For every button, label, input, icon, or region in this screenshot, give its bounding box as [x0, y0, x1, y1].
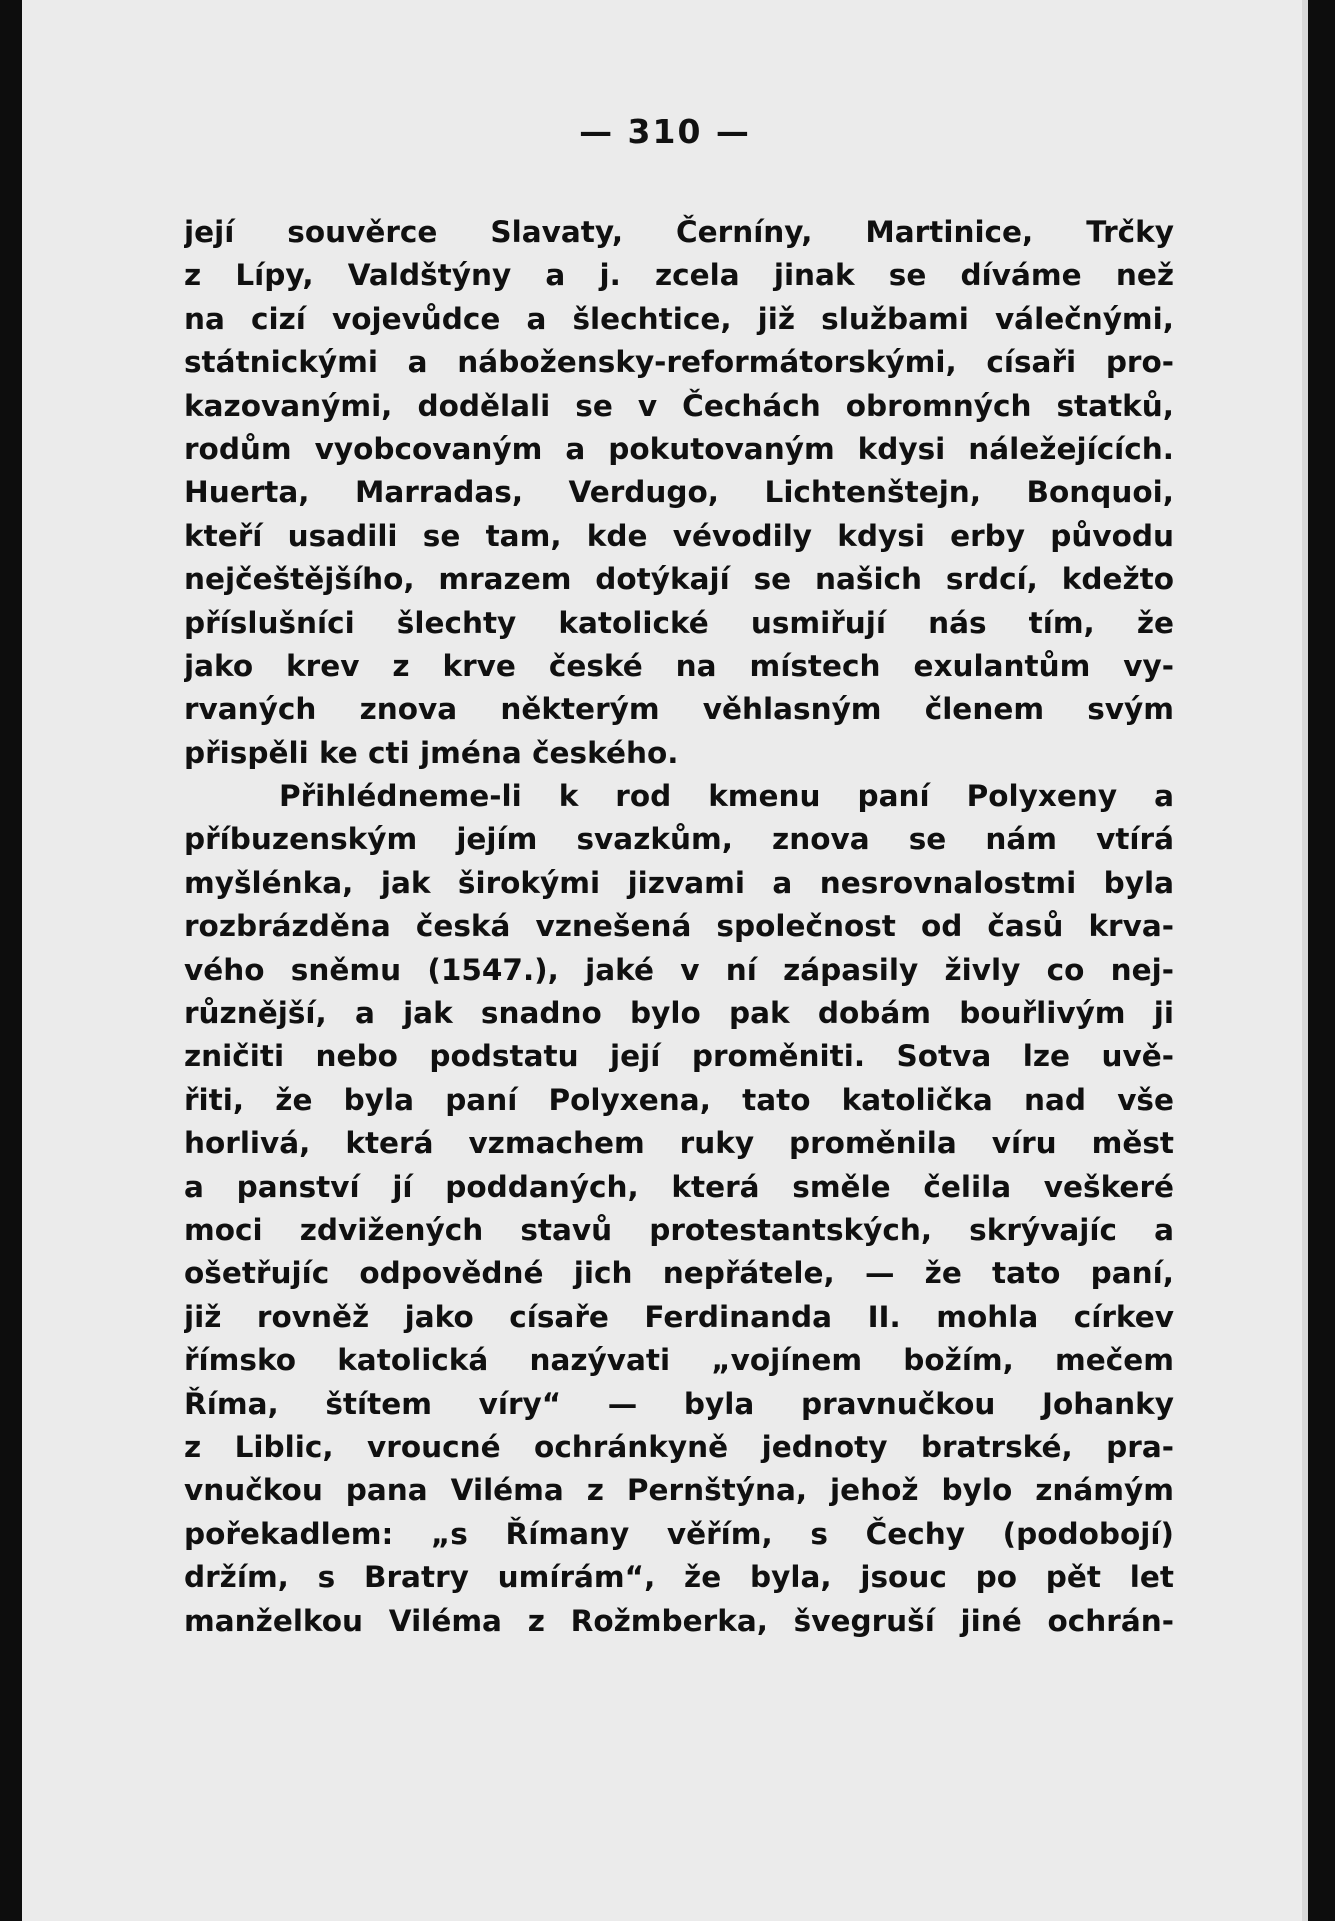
text-line: různější, a jak snadno bylo pak dobám bouřlivým ji [184, 996, 1174, 1031]
text-line: a panství jí poddaných, která směle čelila veškeré [184, 1169, 1174, 1204]
text-line: příslušníci šlechty katolické usmiřují nás tím, že [184, 605, 1174, 640]
text-line: římsko katolická nazývati „vojínem božím, mečem [184, 1343, 1174, 1378]
text-line: myšlénka, jak širokými jizvami a nesrovnalostmi byla [184, 865, 1174, 900]
text-line: držím, s Bratry umírám“, že byla, jsouc po pět let [184, 1560, 1174, 1595]
text-line: rozbrázděna česká vznešená společnost od časů krva- [184, 909, 1174, 944]
body-text [184, 211, 1174, 1643]
text-line: z Liblic, vroucné ochránkyně jednoty bratrské, pra- [184, 1429, 1174, 1464]
text-line: ošetřujíc odpovědné jich nepřátele, — že tato paní, [184, 1256, 1174, 1291]
text-line: horlivá, která vzmachem ruky proměnila víru měst [184, 1126, 1174, 1161]
text-line: řiti, že byla paní Polyxena, tato katolička nad vše [184, 1082, 1174, 1117]
text-line: moci zdvižených stavů protestantských, skrývajíc a [184, 1212, 1174, 1247]
text-line: zničiti nebo podstatu její proměniti. Sotva lze uvě- [184, 1039, 1174, 1074]
text-line: přispěli ke cti jména českého. [184, 735, 679, 770]
text-line: vnučkou pana Viléma z Pernštýna, jehož bylo známým [184, 1473, 1174, 1508]
text-line: Přihlédneme-li k rod kmenu paní Polyxeny a [279, 779, 1174, 814]
text-line: z Lípy, Valdštýny a j. zcela jinak se díváme než [184, 258, 1174, 293]
text-line: vého sněmu (1547.), jaké v ní zápasily živly co nej- [184, 952, 1174, 987]
text-line: kteří usadili se tam, kde vévodily kdysi erby původu [184, 518, 1174, 553]
paragraph [184, 775, 1174, 1643]
page-edge [1302, 0, 1308, 1921]
text-line: její souvěrce Slavaty, Černíny, Martinice, Trčky [184, 215, 1174, 249]
text-line: jako krev z krve české na místech exulantům vy- [184, 648, 1174, 683]
paragraph [184, 211, 1174, 775]
text-line: nejčeštějšího, mrazem dotýkají se našich srdcí, kdežto [184, 562, 1174, 597]
text-line: rvaných znova některým věhlasným členem svým [184, 692, 1174, 727]
text-line: příbuzenským jejím svazkům, znova se nám vtírá [184, 822, 1174, 857]
text-line: manželkou Viléma z Rožmberka, švegruší jiné ochrán- [184, 1603, 1174, 1638]
text-line: kazovanými, dodělali se v Čechách obromných statků, [184, 388, 1174, 423]
text-line: Říma, štítem víry“ — byla pravnučkou Johanky [184, 1386, 1174, 1421]
text-line: již rovněž jako císaře Ferdinanda II. mohla církev [184, 1299, 1174, 1334]
text-line: na cizí vojevůdce a šlechtice, již službami válečnými, [184, 301, 1174, 336]
text-line: státnickými a nábožensky-reformátorskými, císaři pro- [184, 345, 1174, 380]
book-page [22, 0, 1308, 1921]
text-line: Huerta, Marradas, Verdugo, Lichtenštejn, Bonquoi, [184, 475, 1174, 510]
text-line: pořekadlem: „s Římany věřím, s Čechy (podobojí) [184, 1516, 1174, 1551]
page-number: — 310 — [579, 112, 751, 151]
text-line: rodům vyobcovaným a pokutovaným kdysi náležejících. [184, 431, 1174, 466]
